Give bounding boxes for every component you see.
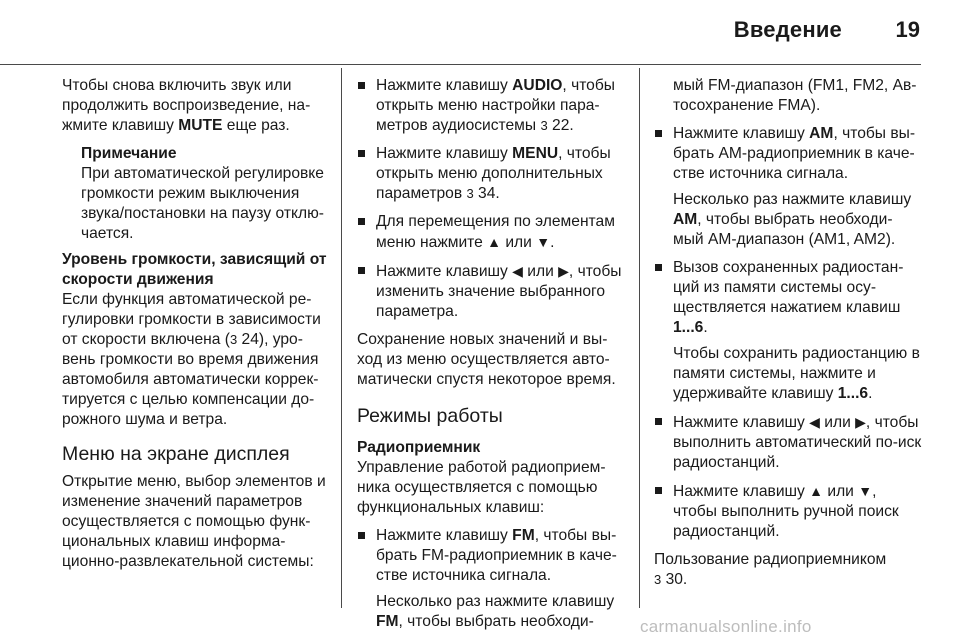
column-3: [654, 76, 922, 596]
list-item-fm: [357, 526, 625, 632]
list-item-presets: [654, 258, 922, 404]
column-2: [357, 76, 625, 640]
b8-mid: или: [819, 414, 856, 431]
speed-ref: 24: [241, 331, 259, 348]
preset-keys: 1...6: [837, 385, 869, 402]
left-arrow-icon: ◀: [512, 263, 523, 279]
b1-pre: Нажмите клавишу: [376, 77, 513, 94]
b3-pre: Для перемещения по элементам меню нажмите: [376, 213, 615, 251]
b7-cont-end: .: [868, 385, 873, 402]
usage-text: Пользование радиоприемником: [654, 551, 887, 568]
b2-ref: 34.: [478, 185, 500, 202]
bullet-icon: [655, 418, 662, 425]
list-item-manual-search: [654, 481, 922, 542]
b4-pre: Нажмите клавишу: [376, 263, 513, 280]
bullet-icon: [655, 264, 662, 271]
down-arrow-icon: ▼: [858, 483, 873, 499]
b1-post: , чтобы открыть меню настройки пара-метров аудиосистемы: [376, 77, 615, 134]
column-1: [62, 76, 330, 580]
b4-mid: или: [522, 263, 559, 280]
page-ref-icon: 3: [466, 186, 474, 201]
radio-paragraph: Управление работой радиоприем-ника осуществляется с помощью функциональных клавиш:: [357, 459, 606, 516]
save-paragraph: Сохранение новых значений и вы-ход из меню осуществляется авто-матически спустя некоторое время.: [357, 331, 616, 388]
list-item-am: [654, 124, 922, 250]
b4-post: , чтобы изменить значение выбранного параметра.: [376, 263, 622, 320]
b6-post: , чтобы вы-брать AM-радиоприемник в каче-стве источника сигнала.: [673, 125, 916, 182]
b8-pre: Нажмите клавишу: [673, 414, 810, 431]
b5-cont-post: , чтобы выбрать необходи-: [398, 613, 594, 630]
b3-mid: или: [501, 234, 537, 251]
column-divider-1: [341, 68, 342, 608]
speed-volume-heading: Уровень громкости, зависящий от скорости движения: [62, 251, 327, 288]
note-text: При автоматической регулировке громкости режим выключения звука/постановки на паузу отклю-чается.: [81, 165, 324, 242]
speed-volume-paragraph: [62, 290, 330, 430]
am-continuation: [673, 190, 922, 250]
mute-paragraph: [62, 76, 330, 136]
page-title: Введение: [733, 17, 842, 42]
b5-pre: Нажмите клавишу: [376, 527, 513, 544]
b2-post: , чтобы открыть меню дополнительных параметров: [376, 145, 611, 202]
b7-cont-pre: Чтобы сохранить радиостанцию в памяти системы, нажмите и удерживайте клавишу: [673, 345, 920, 402]
display-menu-paragraph: Открытие меню, выбор элементов и изменение значений параметров осуществляется с помощью функ-циональных клавиш информа-ционно-развлекательной системы:: [62, 473, 326, 570]
note-block: [62, 144, 330, 244]
bullet-icon: [358, 532, 365, 539]
up-arrow-icon: ▲: [809, 483, 824, 499]
list-item-change-value: [357, 261, 625, 322]
b6-cont-post: , чтобы выбрать необходи-мый AM-диапазон (AM1, AM2).: [673, 211, 896, 248]
fm-continuation: [376, 592, 625, 632]
b9-pre: Нажмите клавишу: [673, 483, 810, 500]
b9-mid: или: [823, 483, 859, 500]
left-arrow-icon: ◀: [809, 414, 820, 430]
mute-text: Чтобы снова включить звук или продолжить воспроизведение, на-жмите клавишу: [62, 77, 311, 134]
radio-heading: Радиоприемник: [357, 439, 481, 456]
watermark: carmanualsonline.info: [640, 617, 812, 636]
list-item-audio: [357, 76, 625, 136]
speed-text-a: Если функция автоматической ре-гулировки громкости в зависимости от скорости включена (: [62, 291, 321, 348]
column-divider-2: [639, 68, 640, 608]
display-menu-heading: Меню на экране дисплея: [62, 443, 290, 465]
bullet-icon: [655, 487, 662, 494]
page-ref-icon: 3: [229, 332, 238, 347]
b9-post: , чтобы выполнить ручной поиск радиостанций.: [673, 483, 899, 540]
usage-ref: 30.: [665, 571, 688, 588]
up-arrow-icon: ▲: [487, 234, 502, 250]
b6-pre: Нажмите клавишу: [673, 125, 810, 142]
list-item-navigate: [357, 212, 625, 253]
right-arrow-icon: ▶: [855, 414, 866, 430]
b3-end: .: [550, 234, 555, 251]
bullet-icon: [655, 130, 662, 137]
bullet-icon: [358, 218, 365, 225]
b1-ref: 22.: [552, 117, 574, 134]
page-number: 19: [895, 17, 920, 42]
bullet-icon: [358, 82, 365, 89]
presets-continuation: [673, 344, 922, 404]
audio-key: AUDIO: [512, 77, 563, 94]
page-ref-icon: 3: [654, 572, 662, 587]
b8-post: , чтобы выполнить автоматический по-иск радиостанций.: [673, 414, 922, 471]
b2-pre: Нажмите клавишу: [376, 145, 513, 162]
am-key: AM: [673, 211, 698, 228]
menu-key: MENU: [512, 145, 559, 162]
modes-heading: Режимы работы: [357, 405, 503, 427]
b6-cont-pre: Несколько раз нажмите клавишу: [673, 191, 912, 208]
header-divider: [0, 64, 921, 65]
fm-key: FM: [376, 613, 399, 630]
page-ref-icon: 3: [540, 118, 548, 133]
b5-post: , чтобы вы-брать FM-радиоприемник в каче-стве источника сигнала.: [376, 527, 617, 584]
list-item-menu: [357, 144, 625, 204]
speed-text-b: ), уро-вень громкости во время движения автомобиля автоматически коррек-тируется с целью компенсации до-рожного шума и ветра.: [62, 331, 319, 428]
mute-key: MUTE: [178, 117, 223, 134]
fm-band-continuation: мый FM-диапазон (FM1, FM2, Ав-тосохранение FMA).: [673, 77, 917, 114]
b7-end: .: [703, 319, 708, 336]
down-arrow-icon: ▼: [536, 234, 551, 250]
fm-key: FM: [512, 527, 535, 544]
mute-text-end: еще раз.: [222, 117, 290, 134]
right-arrow-icon: ▶: [558, 263, 569, 279]
bullet-icon: [358, 267, 365, 274]
radio-usage-paragraph: [654, 550, 922, 590]
list-item-auto-search: [654, 412, 922, 473]
bullet-icon: [358, 150, 365, 157]
b5-cont-pre: Несколько раз нажмите клавишу: [376, 593, 615, 610]
am-key: AM: [809, 125, 834, 142]
note-heading: Примечание: [81, 145, 177, 162]
preset-keys: 1...6: [673, 319, 704, 336]
b7-text: Вызов сохраненных радиостан-ций из памяти системы осу-ществляется нажатием клавиш: [673, 259, 904, 316]
